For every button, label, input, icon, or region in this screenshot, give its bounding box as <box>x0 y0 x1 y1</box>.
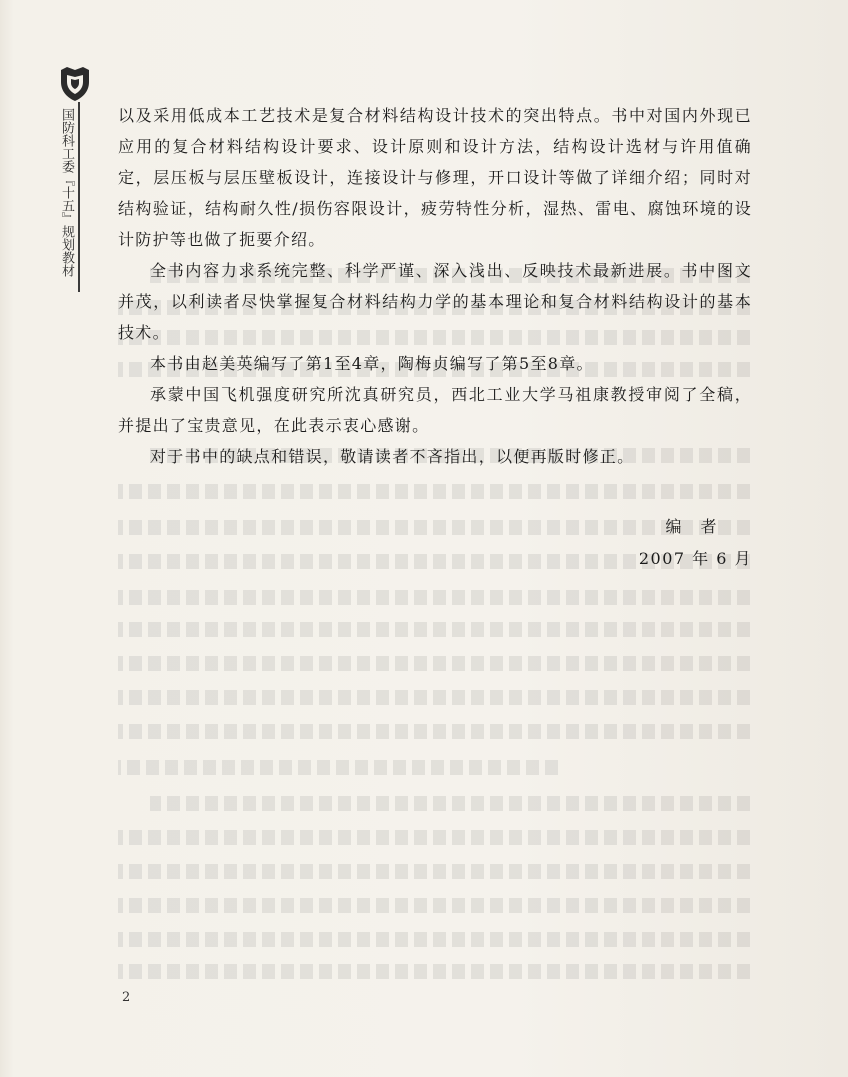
sidebar-rule <box>78 102 80 292</box>
signature-author: 编 者 <box>665 517 718 536</box>
main-text <box>118 100 752 472</box>
paragraph-2: 全书内容力求系统完整、科学严谨、深入浅出、反映技术最新进展。书中图文并茂，以利读者尽快掌握复合材料结构力学的基本理论和复合材料结构设计的基本技术。 <box>118 261 752 342</box>
sidebar-series-label: 国防科工委『十五』规划教材 <box>59 108 74 277</box>
paragraph-5: 对于书中的缺点和错误，敬请读者不吝指出，以便再版时修正。 <box>150 447 635 466</box>
signature-date: 2007 年 6 月 <box>638 549 752 568</box>
paragraph-3: 本书由赵美英编写了第1至4章，陶梅贞编写了第5至8章。 <box>150 354 594 373</box>
shield-emblem-icon <box>58 66 92 102</box>
page-number: 2 <box>122 990 131 1005</box>
paragraph-1: 以及采用低成本工艺技术是复合材料结构设计技术的突出特点。书中对国内外现已应用的复合材料结构设计要求、设计原则和设计方法，结构设计选材与许用值确定，层压板与层压壁板设计，连接设计与修理，开口设计等做了详细介绍；同时对结构验证，结构耐久性/损伤容限设计，疲劳特性分析，湿热、雷电、腐蚀环境的设计防护等也做了扼要介绍。 <box>118 106 752 249</box>
paragraph-4: 承蒙中国飞机强度研究所沈真研究员，西北工业大学马祖康教授审阅了全稿，并提出了宝贵意见，在此表示衷心感谢。 <box>118 385 752 435</box>
